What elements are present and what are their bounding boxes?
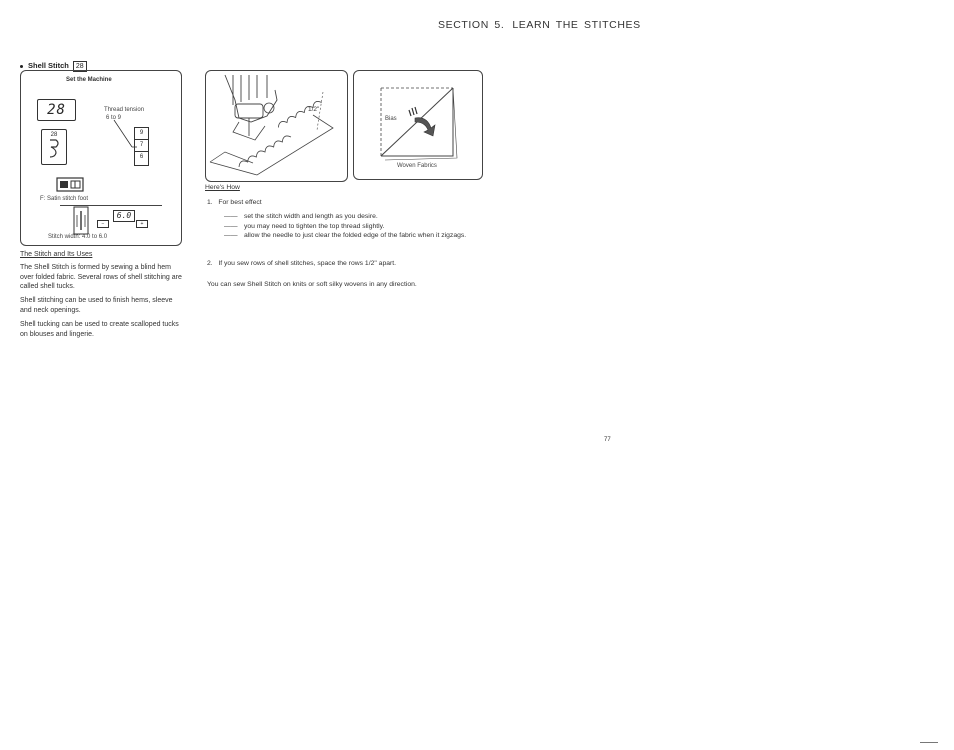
machine-settings-title: Set the Machine: [66, 77, 112, 83]
stitch-code-badge: 28: [73, 61, 87, 72]
step-2-number: 2.: [207, 260, 213, 267]
woven-fabric-illustration: [353, 70, 481, 178]
stitch-display-value: 28: [47, 102, 66, 118]
sewing-foot-illustration: [205, 70, 346, 180]
section-header: [438, 19, 641, 31]
foot-label: F: Satin stitch foot: [40, 196, 89, 202]
dash-marker: ——: [224, 222, 238, 230]
shell-pattern-icon: [42, 138, 66, 160]
satin-foot-icon: [55, 176, 87, 194]
uses-paragraph: Shell tucking can be used to create scalloped tucks on blouses and lingerie.: [20, 321, 179, 338]
page-number: 77: [604, 437, 611, 443]
dash-marker: ——: [224, 213, 238, 220]
bullet-text: set the stitch width and length as you desire.: [244, 213, 378, 220]
bullet-icon: [20, 65, 23, 68]
section-number: SECTION 5.: [438, 19, 505, 31]
howto-bullet-list: [224, 212, 494, 241]
pattern-card: [41, 129, 67, 165]
dash-marker: ——: [224, 232, 238, 239]
uses-paragraph: Shell stitching can be used to finish hems, sleeve and neck openings.: [20, 297, 173, 314]
stitch-display-box: [37, 99, 76, 121]
tension-dial: [134, 127, 149, 166]
needle-position-icon: [70, 205, 92, 237]
howto-note: You can sew Shell Stitch on knits or soft silky wovens in any direction.: [207, 281, 417, 288]
step-2: [207, 259, 396, 269]
width-increase-button[interactable]: +: [136, 220, 148, 228]
stitch-width-label: Stitch width: 4.0 to 6.0: [48, 234, 108, 240]
thread-tension-text: Thread tension: [104, 107, 145, 113]
scan-mark: [920, 742, 938, 743]
pattern-card-number: 28: [50, 132, 58, 138]
list-item: [224, 212, 494, 222]
section-title: LEARN THE STITCHES: [512, 19, 641, 31]
list-item: [224, 222, 494, 232]
dial-value-high: 9: [135, 128, 148, 140]
stitch-name: Shell Stitch: [28, 61, 69, 70]
list-item: [224, 231, 494, 241]
thread-tension-range: 6 to 9: [106, 115, 122, 121]
fabric-caption: Woven Fabrics: [397, 163, 437, 169]
width-display-box: [113, 210, 135, 222]
width-display-value: 6.0: [116, 211, 132, 220]
step-2-text: If you sew rows of shell stitches, space the rows 1/2" apart.: [218, 260, 397, 267]
step-1: [207, 198, 262, 208]
bias-label: Bias: [385, 116, 397, 122]
uses-paragraph: The Shell Stitch is formed by sewing a blind hem over folded fabric. Several rows of shell stitching are called shell tucks.: [20, 264, 182, 290]
step-1-text: For best effect: [218, 199, 262, 206]
howto-heading: Here's How: [205, 184, 240, 191]
spacing-label: 1/2": [308, 106, 320, 113]
bullet-text: allow the needle to just clear the folded edge of the fabric when it zigzags.: [244, 232, 467, 239]
uses-heading: The Stitch and Its Uses: [20, 251, 93, 258]
bullet-text: you may need to tighten the top thread slightly.: [244, 222, 385, 230]
dial-value-low: 6: [139, 154, 144, 160]
step-1-number: 1.: [207, 199, 213, 206]
dial-value-mid: 7: [135, 140, 148, 152]
width-decrease-button[interactable]: −: [97, 220, 109, 228]
